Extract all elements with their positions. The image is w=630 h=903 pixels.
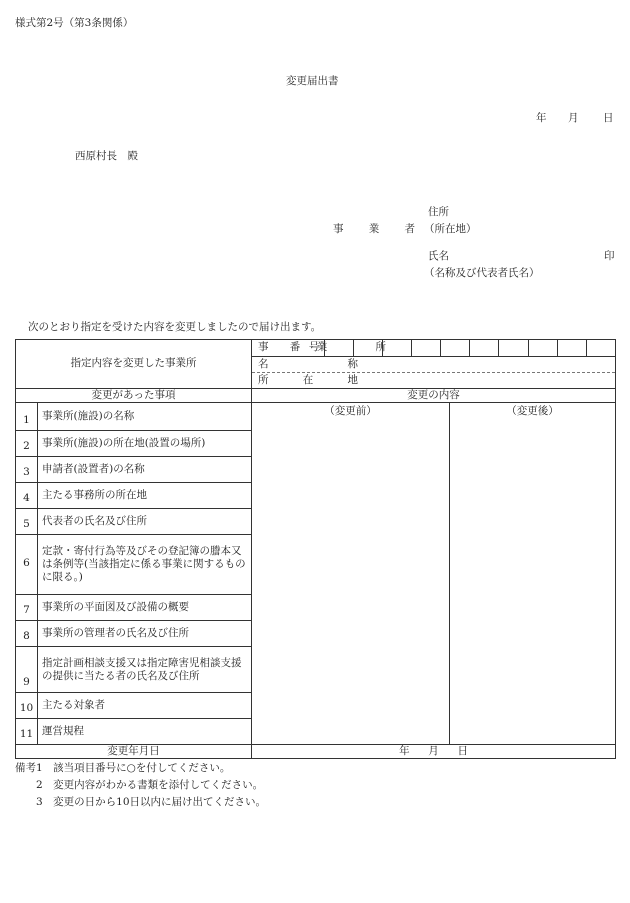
- office-name-label: 名 称: [258, 357, 358, 370]
- address-label: 住所: [428, 206, 449, 218]
- item-label: 申請者(設置者)の名称: [38, 457, 252, 483]
- date-day: 日: [603, 112, 614, 124]
- name-sub: （名称及び代表者氏名）: [424, 267, 540, 279]
- before-change-area[interactable]: （変更前）: [252, 403, 450, 745]
- item-number: 9: [16, 647, 38, 693]
- item-number: 11: [16, 719, 38, 745]
- office-number-label: 事 業 所: [252, 340, 286, 357]
- item-number: 7: [16, 595, 38, 621]
- office-location-label: 所 在 地: [258, 373, 358, 386]
- applicant-label: 事 業 者: [333, 223, 415, 235]
- change-form-table: [15, 339, 616, 759]
- item-number: 8: [16, 621, 38, 647]
- change-date-field[interactable]: 年 月 日: [252, 745, 616, 759]
- item-label: 代表者の氏名及び住所: [38, 509, 252, 535]
- form-number: 様式第2号（第3条関係）: [15, 17, 134, 29]
- item-number: 4: [16, 483, 38, 509]
- seal-mark: 印: [604, 250, 615, 262]
- note-line: 備考1 該当項目番号に○を付してください。: [15, 762, 231, 774]
- notes: [15, 760, 266, 811]
- item-label: 事業所の平面図及び設備の概要: [38, 595, 252, 621]
- item-label: 定款・寄付行為等及びその登記簿の謄本又は条例等(当該指定に係る事業に関するものに限る。): [38, 535, 252, 595]
- item-number: 2: [16, 431, 38, 457]
- note-line: 2 変更内容がわかる書類を添付してください。: [15, 779, 264, 791]
- item-label: 運営規程: [38, 719, 252, 745]
- note-line: 3 変更の日から10日以内に届け出てください。: [15, 796, 267, 808]
- item-label: 主たる対象者: [38, 693, 252, 719]
- change-content-header: 変更の内容: [252, 389, 616, 403]
- item-number: 3: [16, 457, 38, 483]
- date-year: 年: [536, 112, 547, 124]
- item-number: 5: [16, 509, 38, 535]
- addressee: 西原村長 殿: [75, 150, 138, 162]
- item-label: 指定計画相談支援又は指定障害児相談支援の提供に当たる者の氏名及び住所: [38, 647, 252, 693]
- item-number: 1: [16, 403, 38, 431]
- date-month: 月: [568, 112, 579, 124]
- office-label-cell: 指定内容を変更した事業所: [16, 340, 252, 389]
- item-number: 10: [16, 693, 38, 719]
- intro-text: 次のとおり指定を受けた内容を変更しましたので届け出ます。: [28, 321, 322, 333]
- item-label: 主たる事務所の所在地: [38, 483, 252, 509]
- item-label: 事業所の管理者の氏名及び住所: [38, 621, 252, 647]
- name-label: 氏名: [428, 250, 449, 262]
- item-number: 6: [16, 535, 38, 595]
- office-number-boxes[interactable]: 番 号: [286, 340, 616, 357]
- changed-items-header: 変更があった事項: [16, 389, 252, 403]
- item-label: 事業所(施設)の所在地(設置の場所): [38, 431, 252, 457]
- document-title: 変更届出書: [286, 75, 339, 87]
- address-sub: （所在地）: [424, 223, 477, 235]
- change-date-label: 変更年月日: [16, 745, 252, 759]
- after-change-area[interactable]: （変更後）: [450, 403, 616, 745]
- item-label: 事業所(施設)の名称: [38, 403, 252, 431]
- office-name-location-cell[interactable]: [252, 357, 616, 389]
